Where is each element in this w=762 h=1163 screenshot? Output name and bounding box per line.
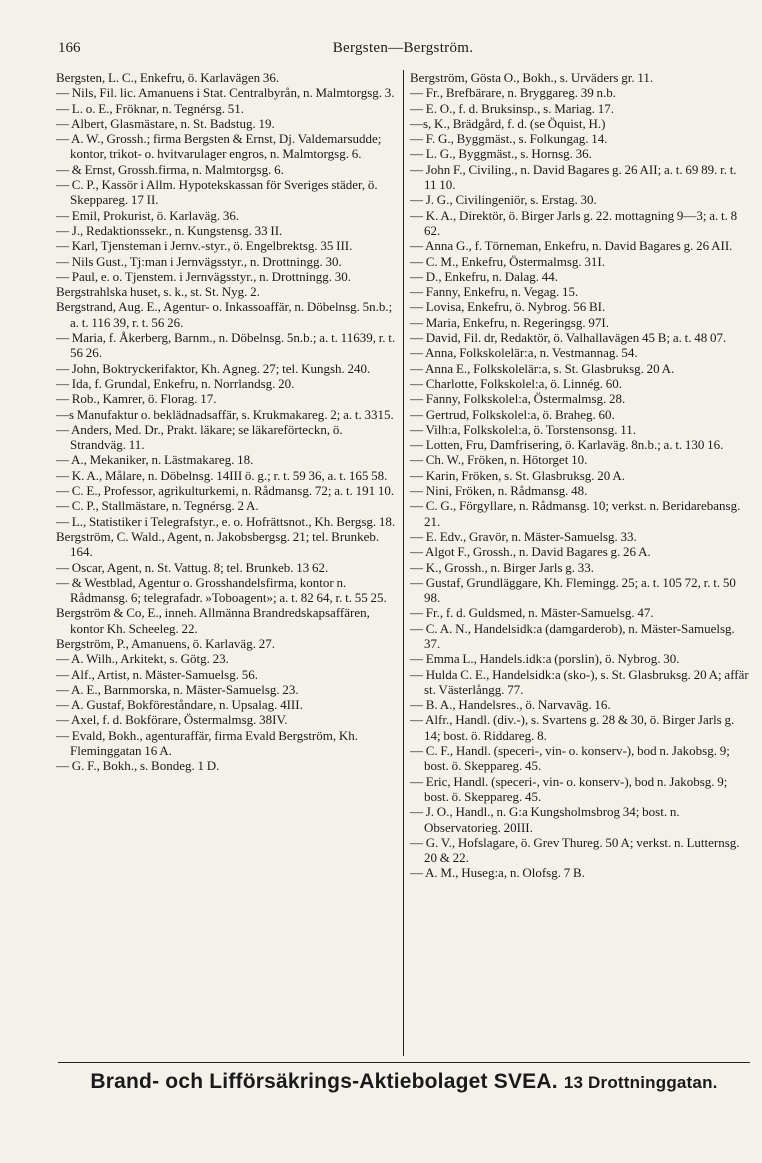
directory-entry: — Charlotte, Folkskolel:a, ö. Linnég. 60.	[410, 375, 622, 391]
directory-entry: — A. M., Huseg:a, n. Olofsg. 7 B.	[410, 865, 585, 881]
directory-entry: — C. G., Förgyllare, n. Rådmansg. 10; verkst. n. Beridarebansg. 21.	[410, 498, 741, 529]
directory-entry: Bergström, C. Wald., Agent, n. Jakobsbergsg. 21; tel. Brunkeb. 164.	[56, 528, 380, 560]
directory-entry: — Ch. W., Fröken, n. Hötorget 10.	[410, 452, 588, 468]
directory-entry: Bergstrahlska huset, s. k., st. St. Nyg. 2.	[56, 284, 260, 300]
directory-entry: — J. G., Civilingeniör, s. Erstag. 30.	[410, 192, 597, 208]
directory-entry: — J. O., Handl., n. G:a Kungsholmsbrog 34; bost. n. Observatorieg. 20III.	[410, 804, 680, 835]
directory-entry: — Oscar, Agent, n. St. Vattug. 8; tel. Brunkeb. 13 62.	[56, 559, 329, 575]
directory-entry: — Maria, f. Åkerberg, Barnm., n. Döbelnsg. 5n.b.; a. t. 11639, r. t. 56 26.	[56, 330, 396, 361]
directory-entry: — & Westblad, Agentur o. Grosshandelsfirma, kontor n. Rådmansg. 6; telegrafadr. »Toboagent»; a. t. 82 64, r. t. 55 25.	[56, 574, 387, 606]
directory-entry: — Lotten, Fru, Damfrisering, ö. Karlaväg. 8n.b.; a. t. 130 16.	[410, 437, 724, 453]
directory-entry: — Paul, e. o. Tjenstem. i Jernvägsstyr., n. Drottningg. 30.	[56, 268, 351, 284]
directory-entry: — Anders, Med. Dr., Prakt. läkare; se läkareförteckn, ö. Strandväg. 11.	[56, 421, 343, 453]
directory-entry: — John, Boktryckerifaktor, Kh. Agneg. 27; tel. Kungsh. 240.	[56, 360, 371, 376]
directory-entry: Bergstrand, Aug. E., Agentur- o. Inkassoaffär, n. Döbelnsg. 5n.b.; a. t. 116 39, r. t. 56 26.	[56, 299, 393, 330]
directory-entry: —s Manufaktur o. beklädnadsaffär, s. Krukmakareg. 2; a. t. 3315.	[56, 406, 394, 422]
running-head: Bergsten—Bergström.	[332, 40, 474, 56]
directory-entry: — Alfr., Handl. (div.-), s. Svartens g. 28 & 30, ö. Birger Jarls g. 14; bost. ö. Riddareg. 8.	[410, 712, 735, 743]
directory-entry: — Nils Gust., Tj:man i Jernvägsstyr., n. Drottningg. 30.	[56, 253, 342, 269]
directory-entry: — Anna G., f. Törneman, Enkefru, n. David Bagares g. 26 AII.	[410, 238, 733, 254]
directory-entry: — Nini, Fröken, n. Rådmansg. 48.	[410, 483, 588, 499]
directory-entry: — L., Statistiker i Telegrafstyr., e. o. Hofrättsnot., Kh. Bergsg. 18.	[56, 513, 396, 529]
directory-entry: — D., Enkefru, n. Dalag. 44.	[410, 268, 559, 284]
directory-entry: — Evald, Bokh., agenturaffär, firma Evald Bergström, Kh. Fleminggatan 16 A.	[56, 727, 359, 759]
footer-rule	[58, 1062, 750, 1063]
directory-entry: —s, K., Brädgård, f. d. (se Öquist, H.)	[410, 115, 606, 131]
directory-entry: — Fanny, Enkefru, n. Vegag. 15.	[410, 284, 579, 300]
directory-entry: — A. Gustaf, Bokföreståndare, n. Upsalag. 4III.	[56, 697, 303, 713]
directory-entry: — E. Edv., Gravör, n. Mäster-Samuelsg. 33.	[410, 528, 637, 544]
directory-entry: — G. F., Bokh., s. Bondeg. 1 D.	[56, 758, 220, 774]
directory-entry: — Gustaf, Grundläggare, Kh. Flemingg. 25; a. t. 105 72, r. t. 50 98.	[410, 574, 736, 606]
directory-entry: — John F., Civiling., n. David Bagares g. 26 AII; a. t. 69 89. r. t. 11 10.	[410, 161, 737, 193]
directory-entry: — Hulda C. E., Handelsidk:a (sko-), s. St. Glasbruksg. 20 A; affär st. Västerlångg. 77.	[410, 666, 749, 697]
directory-entry: — Nils, Fil. lic. Amanuens i Stat. Centralbyrån, n. Malmtorgsg. 3.	[56, 85, 395, 101]
directory-entry: — Lovisa, Enkefru, ö. Nybrog. 56 BI.	[410, 299, 606, 315]
directory-entry: — C. P., Stallmästare, n. Tegnérsg. 2 A.	[56, 498, 259, 514]
directory-entry: — Vilh:a, Folkskolel:a, ö. Torstensonsg. 11.	[410, 421, 636, 437]
directory-entry: — L. G., Byggmäst., s. Hornsg. 36.	[410, 146, 592, 162]
directory-entry: — Algot F., Grossh., n. David Bagares g. 26 A.	[410, 544, 651, 560]
directory-entry: — E. O., f. d. Bruksinsp., s. Mariag. 17.	[410, 100, 614, 116]
directory-entry: — J., Redaktionssekr., n. Kungstensg. 33 II.	[56, 222, 283, 238]
directory-entry: — Albert, Glasmästare, n. St. Badstug. 19.	[56, 115, 275, 131]
directory-entry: — F. G., Byggmäst., s. Folkungag. 14.	[410, 131, 608, 147]
directory-entry: — Karl, Tjensteman i Jernv.-styr., ö. Engelbrektsg. 35 III.	[56, 238, 353, 254]
directory-entry: — K., Grossh., n. Birger Jarls g. 33.	[410, 559, 595, 575]
directory-entry: — L. o. E., Fröknar, n. Tegnérsg. 51.	[56, 100, 244, 116]
directory-entry: — A. E., Barnmorska, n. Mäster-Samuelsg. 23.	[56, 681, 299, 697]
footer-ad-address: 13 Drottninggatan.	[563, 1073, 718, 1092]
directory-entry: — Anna E., Folkskolelär:a, s. St. Glasbruksg. 20 A.	[410, 360, 675, 376]
directory-entry: Bergström & Co, E., inneh. Allmänna Brandredskapsaffären, kontor Kh. Scheeleg. 22.	[56, 605, 370, 636]
page-header	[58, 40, 748, 66]
directory-entry: — & Ernst, Grossh.firma, n. Malmtorgsg. 6.	[56, 161, 284, 177]
directory-entry: — C. M., Enkefru, Östermalmsg. 31I.	[410, 253, 606, 269]
footer-advertisement	[58, 1070, 750, 1094]
directory-entry: — Emil, Prokurist, ö. Karlaväg. 36.	[56, 207, 240, 223]
directory-entry: — C. E., Professor, agrikulturkemi, n. Rådmansg. 72; a. t. 191 10.	[56, 483, 395, 499]
directory-entry: — Emma L., Handels.idk:a (porslin), ö. Nybrog. 30.	[410, 651, 680, 667]
left-column	[56, 70, 403, 1056]
directory-entry: — Alf., Artist, n. Mäster-Samuelsg. 56.	[56, 666, 258, 682]
directory-entry: — Eric, Handl. (speceri-, vin- o. konserv-), bod n. Jakobsg. 9; bost. ö. Skeppareg. 45.	[410, 773, 728, 804]
directory-entry: — C. A. N., Handelsidk:a (damgarderob), n. Mäster-Samuelsg. 37.	[410, 620, 735, 651]
directory-entry: Bergström, Gösta O., Bokh., s. Urväders gr. 11.	[410, 70, 654, 85]
directory-entry: — Axel, f. d. Bokförare, Östermalmsg. 38IV.	[56, 712, 288, 728]
directory-columns	[56, 70, 750, 1056]
directory-entry: — C. P., Kassör i Allm. Hypotekskassan för Sveriges städer, ö. Skeppareg. 17 II.	[56, 177, 378, 208]
directory-entry: — Fanny, Folkskolel:a, Östermalmsg. 28.	[410, 391, 626, 407]
directory-entry: — A. Wilh., Arkitekt, s. Götg. 23.	[56, 651, 229, 667]
directory-entry: — C. F., Handl. (speceri-, vin- o. konserv-), bod n. Jakobsg. 9; bost. ö. Skeppareg. 45.	[410, 743, 730, 774]
directory-entry: Bergström, P., Amanuens, ö. Karlaväg. 27.	[56, 635, 275, 651]
directory-entry: — A., Mekaniker, n. Lästmakareg. 18.	[56, 452, 254, 468]
directory-entry: — Anna, Folkskolelär:a, n. Vestmannag. 54.	[410, 345, 638, 361]
directory-entry: — B. A., Handelsres., ö. Narvaväg. 16.	[410, 697, 611, 713]
directory-entry: Bergsten, L. C., Enkefru, ö. Karlavägen 36.	[56, 70, 280, 85]
directory-entry: — G. V., Hofslagare, ö. Grev Thureg. 50 A; verkst. n. Lutternsg. 20 & 22.	[410, 834, 740, 866]
directory-entry: — Ida, f. Grundal, Enkefru, n. Norrlandsg. 20.	[56, 375, 295, 391]
directory-entry: — Fr., Brefbärare, n. Bryggareg. 39 n.b.	[410, 85, 617, 101]
directory-entry: — Rob., Kamrer, ö. Florag. 17.	[56, 391, 217, 407]
footer-ad-text: Brand- och Lifförsäkrings-Aktiebolaget SVEA.	[90, 1070, 558, 1093]
right-column	[403, 70, 750, 1056]
directory-entry: — A. W., Grossh.; firma Bergsten & Ernst, Dj. Valdemarsudde; kontor, trikot- o. hvitvarulager engros, n. Malmtorgsg. 6.	[56, 131, 382, 162]
directory-entry: — Gertrud, Folkskolel:a, ö. Braheg. 60.	[410, 406, 615, 422]
page-number: 166	[58, 40, 81, 56]
directory-entry: — K. A., Direktör, ö. Birger Jarls g. 22. mottagning 9—3; a. t. 8 62.	[410, 207, 738, 238]
directory-entry: — K. A., Målare, n. Döbelnsg. 14III ö. g.; r. t. 59 36, a. t. 165 58.	[56, 467, 388, 483]
directory-entry: — Fr., f. d. Guldsmed, n. Mäster-Samuelsg. 47.	[410, 605, 654, 621]
directory-entry: — Karin, Fröken, s. St. Glasbruksg. 20 A.	[410, 467, 625, 483]
directory-entry: — David, Fil. dr, Redaktör, ö. Valhallavägen 45 B; a. t. 48 07.	[410, 330, 727, 346]
directory-entry: — Maria, Enkefru, n. Regeringsg. 97I.	[410, 314, 609, 330]
